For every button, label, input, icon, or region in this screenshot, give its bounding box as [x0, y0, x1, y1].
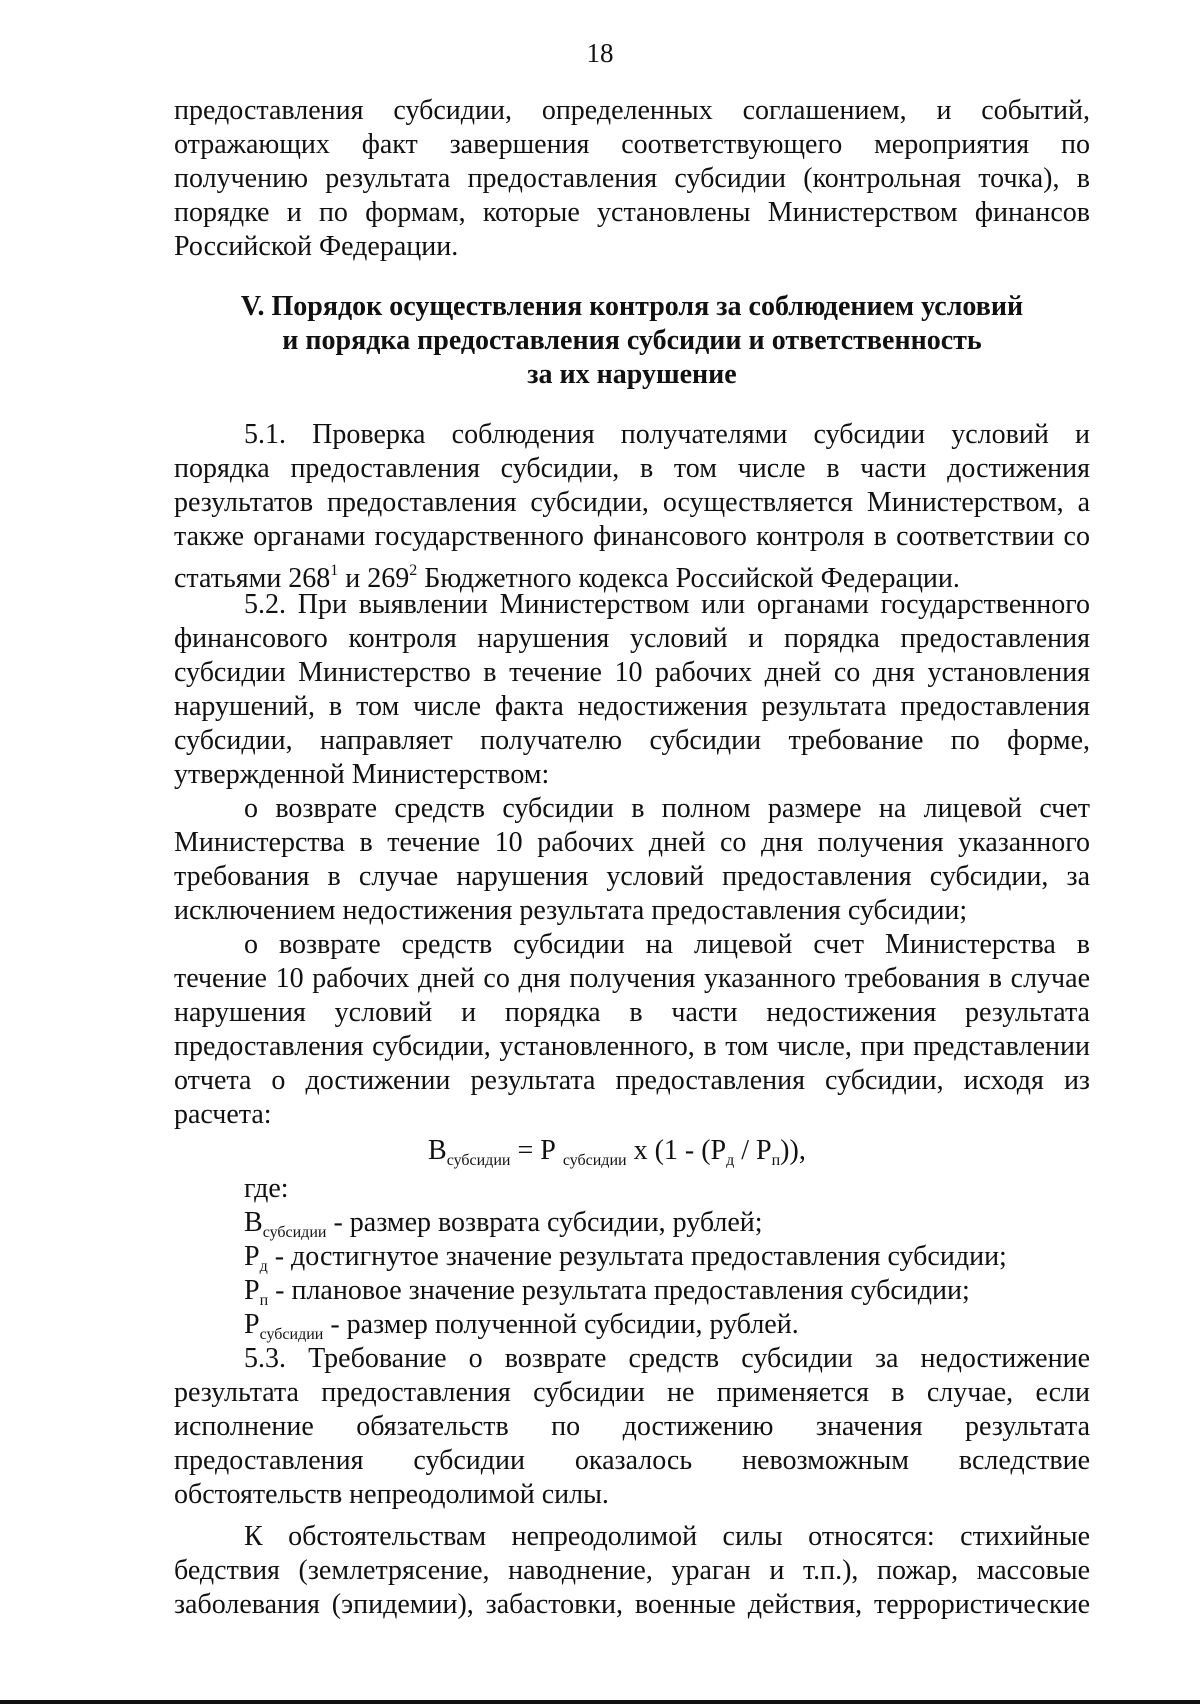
definition-subscript: субсидии: [262, 1224, 327, 1241]
definition-symbol: Р: [244, 1275, 260, 1306]
superscript: 1: [330, 562, 339, 579]
section-heading: и порядка предоставления субсидии и ответственность: [282, 325, 982, 356]
superscript: 2: [409, 562, 418, 579]
definition-text: - достигнутое значение результата предоставления субсидии;: [267, 1241, 1007, 1272]
text-line: предоставления субсидии, установленного, в том числе, при представлении: [174, 1031, 1090, 1062]
text-line: о возврате средств субсидии в полном размере на лицевой счет: [244, 793, 1090, 824]
scan-bottom-edge: [0, 1700, 1200, 1704]
text-line: предоставления субсидии оказалось невозможным вследствие: [174, 1445, 1090, 1476]
formula-symbol: В: [428, 1135, 447, 1166]
text-line: субсидии, направляет получателю субсидии требование по форме,: [174, 725, 1090, 756]
text-run: и 269: [338, 563, 410, 594]
formula-symbol: / Р: [734, 1135, 772, 1166]
text-line: где:: [244, 1173, 289, 1204]
text-line: Российской Федерации.: [174, 231, 459, 262]
text-line: нарушения условий и порядка в части недостижения результата: [174, 997, 1090, 1028]
section-heading: за их нарушение: [527, 359, 737, 390]
text-line: 5.1. Проверка соблюдения получателями субсидии условий и: [244, 419, 1090, 450]
text-line: исключением недостижения результата предоставления субсидии;: [174, 895, 968, 926]
definition-text: - размер возврата субсидии, рублей;: [326, 1207, 763, 1238]
text-line: о возврате средств субсидии на лицевой счет Министерства в: [244, 929, 1090, 960]
text-run: статьями 268: [174, 563, 331, 594]
formula-symbol: = Р: [510, 1135, 563, 1166]
text-line: финансового контроля нарушения условий и порядка предоставления: [174, 623, 1090, 654]
text-line: течение 10 рабочих дней со дня получения указанного требования в случае: [174, 963, 1090, 994]
text-line: результата предоставления субсидии не применяется в случае, если: [174, 1377, 1090, 1408]
text-line: требования в случае нарушения условий предоставления субсидии, за: [174, 861, 1090, 892]
formula-subscript: субсидии: [446, 1152, 511, 1169]
text-line: бедствия (землетрясение, наводнение, ураган и т.п.), пожар, массовые: [174, 1555, 1090, 1586]
text-line: нарушений, в том числе факта недостижения результата предоставления: [174, 691, 1090, 722]
formula-symbol: х (1 - (Р: [626, 1135, 727, 1166]
text-line: утвержденной Министерством:: [174, 759, 550, 790]
text-line: отражающих факт завершения соответствующего мероприятия по: [174, 129, 1090, 160]
formula-subscript: д: [726, 1152, 735, 1169]
section-heading: V. Порядок осуществления контроля за соблюдением условий: [240, 291, 1024, 322]
formula-subscript: п: [771, 1152, 781, 1169]
text-run: Бюджетного кодекса Российской Федерации.: [417, 563, 960, 594]
text-line: К обстоятельствам непреодолимой силы относятся: стихийные: [244, 1521, 1090, 1552]
text-line: получению результата предоставления субсидии (контрольная точка), в: [174, 163, 1090, 194]
text-line: заболевания (эпидемии), забастовки, военные действия, террористические: [174, 1589, 1090, 1620]
text-line: 5.2. При выявлении Министерством или органами государственного: [244, 589, 1090, 620]
text-line: исполнение обязательств по достижению значения результата: [174, 1411, 1090, 1442]
definition-symbol: В: [244, 1207, 263, 1238]
definition-subscript: п: [259, 1292, 269, 1309]
text-line: отчета о достижении результата предоставления субсидии, исходя из: [174, 1065, 1090, 1096]
text-line: порядке и по формам, которые установлены Министерством финансов: [174, 197, 1090, 228]
definition-symbol: Р: [244, 1241, 260, 1272]
formula-subscript: субсидии: [562, 1152, 627, 1169]
definition-subscript: субсидии: [259, 1326, 324, 1343]
definition-text: - размер полученной субсидии, рублей.: [323, 1309, 799, 1340]
text-line: обстоятельств непреодолимой силы.: [174, 1479, 609, 1510]
text-line: предоставления субсидии, определенных соглашением, и событий,: [174, 95, 1090, 126]
text-line: результатов предоставления субсидии, осуществляется Министерством, а: [174, 487, 1090, 518]
text-line: субсидии Министерство в течение 10 рабочих дней со дня установления: [174, 657, 1090, 688]
text-line: порядка предоставления субсидии, в том числе в части достижения: [174, 453, 1090, 484]
text-line: 5.3. Требование о возврате средств субсидии за недостижение: [244, 1343, 1090, 1374]
definition-text: - плановое значение результата предоставления субсидии;: [268, 1275, 970, 1306]
page-number: 18: [586, 38, 614, 68]
definition-symbol: Р: [244, 1309, 260, 1340]
text-line: расчета:: [174, 1099, 272, 1130]
definition-subscript: д: [259, 1258, 268, 1275]
text-line: также органами государственного финансового контроля в соответствии со: [174, 521, 1090, 552]
formula-symbol: )),: [780, 1135, 806, 1166]
text-line: Министерства в течение 10 рабочих дней со дня получения указанного: [174, 827, 1090, 858]
